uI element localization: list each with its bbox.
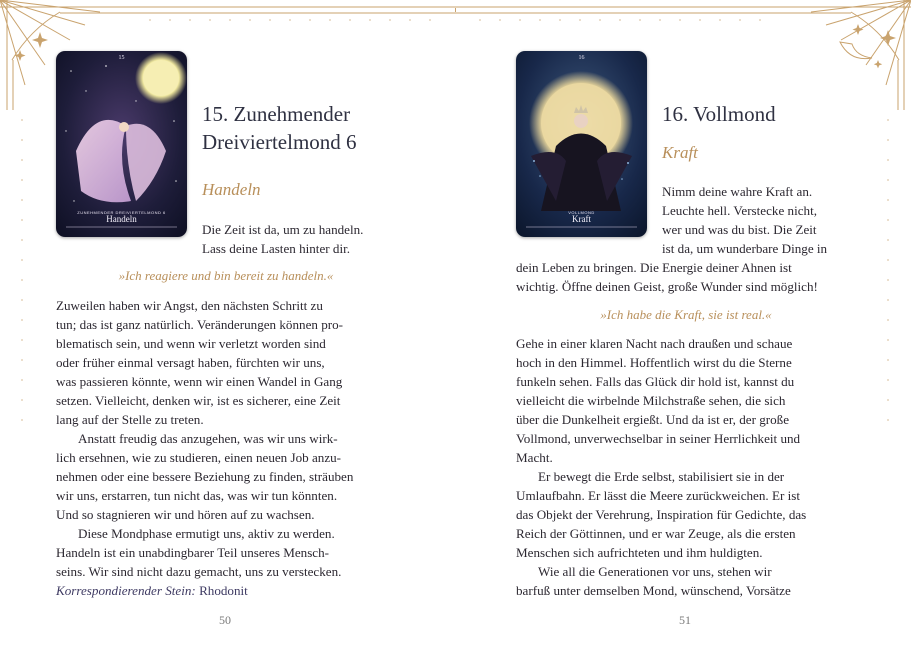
body-line: lang auf der Stelle zu treten. <box>56 412 204 427</box>
body-line: Menschen sich aufrichteten und ihm huldigten. <box>516 545 763 560</box>
oracle-card-handeln <box>56 51 187 237</box>
card-caption-small: ZUNEHMENDER DREIVIERTELMOND 6 <box>77 210 166 215</box>
body-line: vielleicht die wirbelnde Milchstraße sehen, die sich <box>516 393 786 408</box>
body-line: funkeln sehen. Falls das Glück dir hold ist, kannst du <box>516 374 795 389</box>
body-line: blematisch sein, und wenn wir verletzt worden sind <box>56 336 326 351</box>
entry-subtitle: Kraft <box>662 143 698 162</box>
body-line: Anstatt freudig das anzugehen, was wir uns wirk- <box>78 431 338 446</box>
body-line: Umlaufbahn. Er lässt die Meere zurückweichen. Er ist <box>516 488 800 503</box>
body-line: was passieren könnte, wenn wir einen Wandel in Gang <box>56 374 343 389</box>
body-line: hoch in den Himmel. Hoffentlich wirst du die Sterne <box>516 355 792 370</box>
card-caption: Kraft <box>572 214 591 224</box>
intro-line: Nimm deine wahre Kraft an. <box>662 184 813 199</box>
stone-value: Rhodonit <box>199 583 248 598</box>
body-line: Reich der Göttinnen, und er war Zeuge, als die ersten <box>516 526 796 541</box>
affirmation: »Ich habe die Kraft, sie ist real.« <box>600 307 772 322</box>
intro-line: wer und was du bist. Die Zeit <box>662 222 817 237</box>
entry-body <box>516 334 866 600</box>
body-line: Er bewegt die Erde selbst, stabilisiert sie in der <box>538 469 785 484</box>
body-line: wir uns, erstarren, tun nicht das, was wir tun könnten. <box>56 488 338 503</box>
stone-line <box>56 581 406 600</box>
intro-line: wichtig. Öffne deinen Geist, große Wunder sind möglich! <box>516 279 818 294</box>
body-line: Diese Mondphase ermutigt uns, aktiv zu werden. <box>78 526 335 541</box>
body-line: Gehe in einer klaren Nacht nach draußen und schaue <box>516 336 793 351</box>
entry-title-line1: 15. Zunehmender <box>202 102 351 126</box>
body-line: Zuweilen haben wir Angst, den nächsten Schritt zu <box>56 298 323 313</box>
affirmation: »Ich reagiere und bin bereit zu handeln.« <box>118 268 334 283</box>
intro-line: Leuchte hell. Verstecke nicht, <box>662 203 818 218</box>
intro-line: Lass deine Lasten hinter dir. <box>202 241 350 256</box>
entry-subtitle: Handeln <box>202 180 261 199</box>
entry-title <box>202 100 357 156</box>
body-line: über die Dunkelheit ergießt. Und da ist er, der große <box>516 412 790 427</box>
entry-intro-continued <box>516 258 866 296</box>
body-line: oder früher einmal versagt haben, fürchten wir uns, <box>56 355 325 370</box>
body-line: seins. Wir sind nicht dazu gemacht, uns zu verstecken. <box>56 564 342 579</box>
intro-line: ist da, um wunderbare Dinge in <box>662 241 828 256</box>
intro-line: Die Zeit ist da, um zu handeln. <box>202 222 364 237</box>
card-caption: Handeln <box>106 214 137 224</box>
body-line: setzen. Vielleicht, denken wir, ist es sicherer, eine Zeit <box>56 393 341 408</box>
card-number: 16 <box>578 55 585 61</box>
entry-intro <box>202 220 402 258</box>
body-line: nehmen oder eine bessere Beziehung zu finden, sträuben <box>56 469 354 484</box>
oracle-card-kraft <box>516 51 647 237</box>
entry-body <box>56 296 406 600</box>
body-line: barfuß unter demselben Mond, wünschend, Vorsätze <box>516 583 791 598</box>
body-line: tun; das ist ganz natürlich. Veränderungen können pro- <box>56 317 344 332</box>
intro-line: dein Leben zu bringen. Die Energie deiner Ahnen ist <box>516 260 792 275</box>
body-line: Vollmond, unverwechselbar in seiner Herrlichkeit und <box>516 431 801 446</box>
body-line: Und so stagnieren wir und hören auf zu wachsen. <box>56 507 315 522</box>
stone-label: Korrespondierender Stein: <box>56 583 196 598</box>
card-number: 15 <box>118 55 125 61</box>
entry-title-line2: Dreiviertelmond 6 <box>202 130 357 154</box>
body-line: das Objekt der Verehrung, Inspiration für Gedichte, das <box>516 507 807 522</box>
entry-intro <box>662 182 862 258</box>
entry-title: 16. Vollmond <box>662 102 776 126</box>
body-line: lich ersehnen, wie zu studieren, einen neuen Job anzu- <box>56 450 342 465</box>
page-number-right: 51 <box>679 613 691 627</box>
body-line: Handeln ist ein unabdingbarer Teil unseres Mensch- <box>56 545 330 560</box>
card-caption-small: VOLLMOND <box>568 210 595 215</box>
body-line: Wie all die Generationen vor uns, stehen wir <box>538 564 772 579</box>
body-line: Macht. <box>516 450 553 465</box>
page-number-left: 50 <box>219 613 231 627</box>
